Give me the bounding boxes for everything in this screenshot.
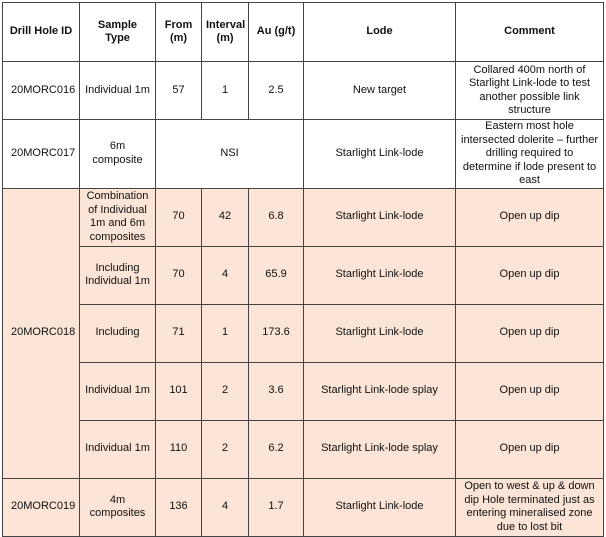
table-row [3,478,604,536]
comment-value: Open up dip [456,304,604,362]
header-from: From (m) [156,3,202,62]
header-drill-hole-id: Drill Hole ID [3,3,80,62]
interval-value: 42 [202,188,249,246]
interval-value: 2 [202,362,249,420]
au-value: 2.5 [249,62,304,120]
header-au: Au (g/t) [249,3,304,62]
sample-type: 4m composites [80,478,156,536]
table-row [3,188,604,246]
nsi-value: NSI [156,120,304,189]
sample-type: Individual 1m [80,362,156,420]
sample-type: 6m composite [80,120,156,189]
lode-value: Starlight Link-lode [304,304,456,362]
comment-value: Open up dip [456,420,604,478]
from-value: 70 [156,246,202,304]
from-value: 136 [156,478,202,536]
table-row [3,246,604,304]
sample-type: Individual 1m [80,62,156,120]
table-row [3,362,604,420]
comment-value: Collared 400m north of Starlight Link-lode to test another possible link structure [456,62,604,120]
header-lode: Lode [304,3,456,62]
lode-value: Starlight Link-lode splay [304,420,456,478]
au-value: 3.6 [249,362,304,420]
header-interval: Interval (m) [202,3,249,62]
comment-value: Open up dip [456,188,604,246]
lode-value: Starlight Link-lode [304,120,456,189]
drill-hole-id: 20MORC017 [3,120,80,189]
sample-type: Combination of Individual 1m and 6m composites [80,188,156,246]
from-value: 70 [156,188,202,246]
from-value: 110 [156,420,202,478]
header-comment: Comment [456,3,604,62]
comment-value: Open up dip [456,246,604,304]
header-row [3,3,604,62]
interval-value: 4 [202,478,249,536]
sample-type: Individual 1m [80,420,156,478]
from-value: 101 [156,362,202,420]
table-row [3,120,604,189]
au-value: 173.6 [249,304,304,362]
table-row [3,420,604,478]
au-value: 6.2 [249,420,304,478]
sample-type: Including [80,304,156,362]
au-value: 1.7 [249,478,304,536]
lode-value: Starlight Link-lode [304,246,456,304]
interval-value: 4 [202,246,249,304]
lode-value: Starlight Link-lode splay [304,362,456,420]
lode-value: Starlight Link-lode [304,188,456,246]
from-value: 71 [156,304,202,362]
table-row [3,62,604,120]
comment-value: Open up dip [456,362,604,420]
header-sample-type: Sample Type [80,3,156,62]
interval-value: 2 [202,420,249,478]
lode-value: Starlight Link-lode [304,478,456,536]
sample-type: Including Individual 1m [80,246,156,304]
drill-hole-id: 20MORC019 [3,478,80,536]
drill-results-table [2,2,604,537]
au-value: 65.9 [249,246,304,304]
table-row [3,304,604,362]
drill-hole-id: 20MORC018 [3,188,80,478]
comment-value: Open to west & up & down dip Hole terminated just as entering mineralised zone due to lost bit [456,478,604,536]
lode-value: New target [304,62,456,120]
drill-hole-id: 20MORC016 [3,62,80,120]
comment-value: Eastern most hole intersected dolerite – further drilling required to determine if lode present to east [456,120,604,189]
au-value: 6.8 [249,188,304,246]
interval-value: 1 [202,62,249,120]
from-value: 57 [156,62,202,120]
interval-value: 1 [202,304,249,362]
